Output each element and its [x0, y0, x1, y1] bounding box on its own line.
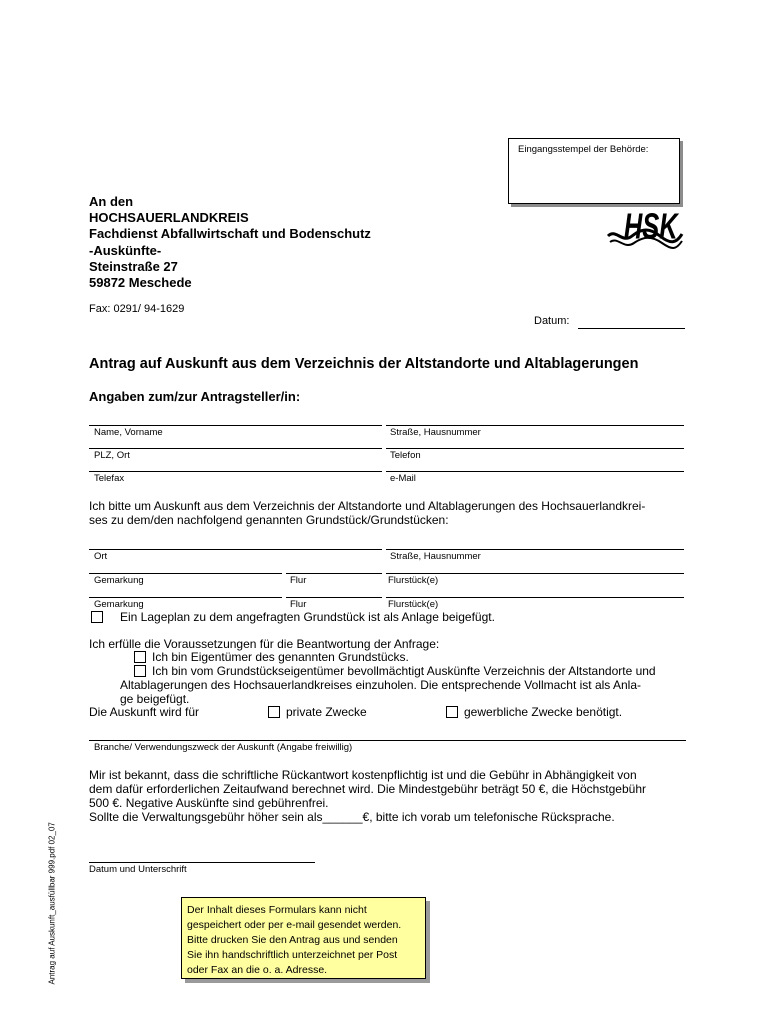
- property-street-label: Straße, Hausnummer: [390, 551, 481, 562]
- recipient-address: [89, 194, 371, 291]
- print-notice-line: Der Inhalt dieses Formulars kann nicht: [187, 904, 367, 916]
- date-field[interactable]: [578, 327, 685, 329]
- flur-field-1[interactable]: [286, 573, 382, 574]
- document-reference: Antrag auf Auskunft_ausfüllbar 999.pdf 02_07: [47, 822, 57, 985]
- property-street-field[interactable]: [386, 549, 684, 550]
- ort-label: Ort: [94, 551, 108, 562]
- flurstueck-label-2: Flurstück(e): [388, 599, 439, 610]
- print-notice-line: gespeichert oder per e-mail gesendet werden.: [187, 919, 402, 931]
- print-notice-line: Sie ihn handschriftlich unterzeichnet per Post: [187, 949, 398, 961]
- print-notice: [181, 897, 426, 979]
- fax-label: Telefax: [94, 473, 125, 484]
- proxy-checkbox[interactable]: [134, 665, 146, 677]
- form-title: Antrag auf Auskunft aus dem Verzeichnis der Altstandorte und Altablagerungen: [89, 356, 639, 372]
- flur-label-1: Flur: [290, 575, 307, 586]
- fax-number: Fax: 0291/ 94-1629: [89, 303, 185, 315]
- signature-field[interactable]: [89, 862, 315, 863]
- street-label: Straße, Hausnummer: [390, 427, 481, 438]
- flur-label-2: Flur: [290, 599, 307, 610]
- signature-label: Datum und Unterschrift: [89, 864, 187, 875]
- request-text-line: ses zu dem/den nachfolgend genannten Grundstück/Grundstücken:: [89, 513, 449, 527]
- owner-option-text: Ich bin Eigentümer des genannten Grundstücks.: [152, 650, 409, 664]
- proxy-option-line: Ich bin vom Grundstückseigentümer bevollmächtigt Auskünfte Verzeichnis der Altstandorte und: [152, 664, 656, 678]
- fee-text: [89, 768, 646, 824]
- phone-label: Telefon: [390, 450, 421, 461]
- logo-lettering: HSK: [623, 206, 678, 247]
- phone-field[interactable]: [386, 448, 684, 449]
- flurstueck-label-1: Flurstück(e): [388, 575, 439, 586]
- private-purpose-checkbox[interactable]: [268, 706, 280, 718]
- commercial-purpose-checkbox[interactable]: [446, 706, 458, 718]
- receipt-stamp-label: Eingangsstempel der Behörde:: [518, 144, 649, 155]
- name-label: Name, Vorname: [94, 427, 163, 438]
- address-line: Steinstraße 27: [89, 258, 178, 274]
- branch-field[interactable]: [89, 740, 686, 741]
- lageplan-text: Ein Lageplan zu dem angefragten Grundstück ist als Anlage beigefügt.: [120, 610, 495, 624]
- date-label: Datum:: [534, 315, 570, 327]
- ort-field[interactable]: [89, 549, 382, 550]
- address-line: An den: [89, 194, 134, 209]
- print-notice-line: Bitte drucken Sie den Antrag aus und senden: [187, 934, 398, 946]
- fee-text-line: Sollte die Verwaltungsgebühr höher sein als______€, bitte ich vorab um telefonische Rücksprache.: [89, 810, 615, 824]
- lageplan-checkbox[interactable]: [91, 611, 103, 623]
- address-line: Fachdienst Abfallwirtschaft und Bodenschutz: [89, 226, 371, 242]
- commercial-purpose-label: gewerbliche Zwecke benötigt.: [464, 705, 623, 719]
- receipt-stamp-box: [508, 138, 680, 204]
- flur-field-2[interactable]: [286, 597, 382, 598]
- fee-text-line: Mir ist bekannt, dass die schriftliche Rückantwort kostenpflichtig ist und die Gebühr in Abhängigkeit von: [89, 768, 637, 782]
- name-field[interactable]: [89, 425, 382, 426]
- fee-text-line: dem dafür erforderlichen Zeitaufwand berechnet wird. Die Mindestgebühr beträgt 50 €, die Höchstgebühr: [89, 782, 646, 796]
- proxy-option-line: ge beigefügt.: [120, 692, 190, 706]
- flurstueck-field-1[interactable]: [386, 573, 684, 574]
- prereq-intro: Ich erfülle die Voraussetzungen für die Beantwortung der Anfrage:: [89, 637, 440, 651]
- plz-field[interactable]: [89, 448, 382, 449]
- request-text: [89, 499, 645, 527]
- address-line: -Auskünfte-: [89, 242, 162, 258]
- hsk-logo: [606, 206, 684, 254]
- email-label: e-Mail: [390, 473, 416, 484]
- branch-label: Branche/ Verwendungszweck der Auskunft (Angabe freiwillig): [94, 742, 353, 753]
- flurstueck-field-2[interactable]: [386, 597, 684, 598]
- plz-label: PLZ, Ort: [94, 450, 130, 461]
- applicant-section-title: Angaben zum/zur Antragsteller/in:: [89, 389, 301, 404]
- gemarkung-field-2[interactable]: [89, 597, 282, 598]
- private-purpose-label: private Zwecke: [286, 705, 367, 719]
- gemarkung-field-1[interactable]: [89, 573, 282, 574]
- gemarkung-label-1: Gemarkung: [94, 575, 144, 586]
- print-notice-line: oder Fax an die o. a. Adresse.: [187, 964, 328, 976]
- fee-text-line: 500 €. Negative Auskünfte sind gebührenfrei.: [89, 796, 329, 810]
- email-field[interactable]: [386, 471, 684, 472]
- gemarkung-label-2: Gemarkung: [94, 599, 144, 610]
- purpose-intro: Die Auskunft wird für: [89, 705, 200, 719]
- proxy-option-line: Altablagerungen des Hochsauerlandkreises einzuholen. Die entsprechende Vollmacht ist als Anla-: [120, 678, 641, 692]
- street-field[interactable]: [386, 425, 684, 426]
- owner-checkbox[interactable]: [134, 651, 146, 663]
- address-line: 59872 Meschede: [89, 275, 192, 291]
- fax-field[interactable]: [89, 471, 382, 472]
- request-text-line: Ich bitte um Auskunft aus dem Verzeichnis der Altstandorte und Altablagerungen des Hochsauerlandkrei-: [89, 499, 646, 513]
- address-line: HOCHSAUERLANDKREIS: [89, 210, 249, 226]
